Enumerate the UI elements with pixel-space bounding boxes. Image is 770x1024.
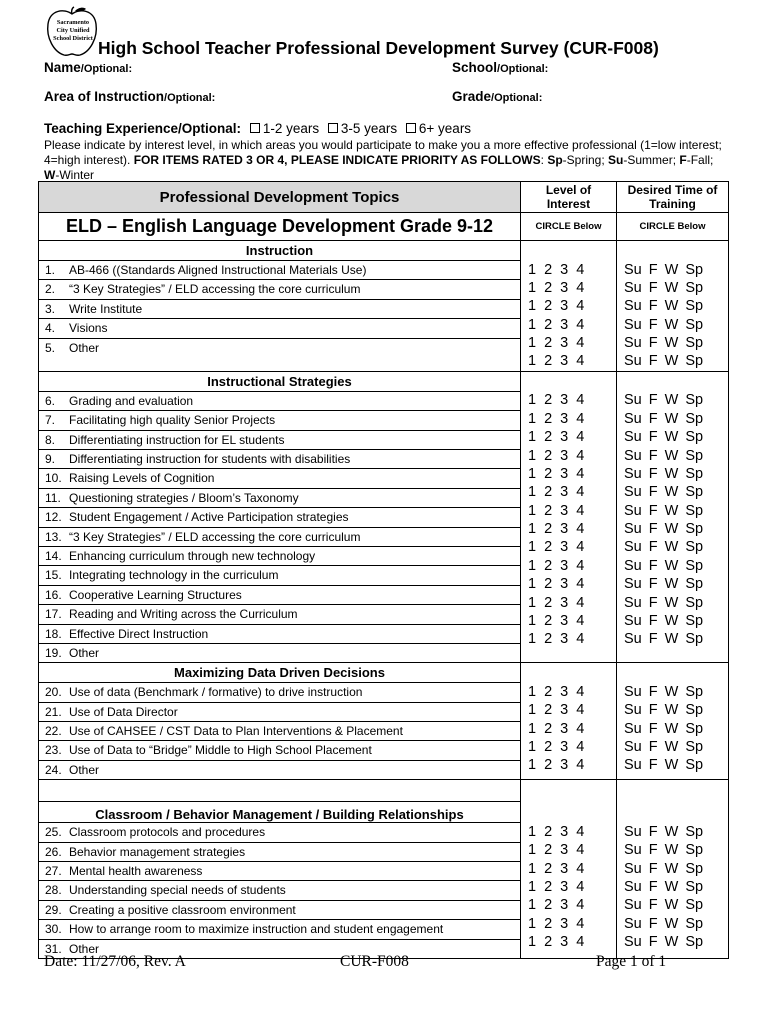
circle-below-time: CIRCLE Below xyxy=(617,213,729,241)
list-item xyxy=(39,507,520,526)
interest-scale[interactable]: 1 2 3 4 xyxy=(528,738,585,755)
list-item xyxy=(39,565,520,584)
item-number: 23. xyxy=(45,743,62,758)
item-number: 21. xyxy=(45,704,62,719)
list-item xyxy=(39,449,520,468)
name-label: Name xyxy=(44,60,81,75)
time-scale[interactable]: Su F W Sp xyxy=(624,502,704,519)
time-blank xyxy=(617,371,729,391)
time-scale[interactable]: Su F W Sp xyxy=(624,447,704,464)
logo-line-1: Sacramento xyxy=(56,19,90,26)
interest-scale[interactable]: 1 2 3 4 xyxy=(528,502,585,519)
item-number: 29. xyxy=(45,902,62,917)
subsection-header xyxy=(39,241,729,261)
item-number: 13. xyxy=(45,529,62,544)
list-item xyxy=(39,318,520,337)
column-header-interest xyxy=(521,182,617,213)
item-text: Differentiating instruction for EL students xyxy=(69,432,285,447)
instructions xyxy=(44,138,724,183)
interest-blank xyxy=(521,802,617,823)
item-text: Reading and Writing across the Curriculum xyxy=(69,607,298,622)
time-scale[interactable]: Su F W Sp xyxy=(624,738,704,755)
interest-scale[interactable]: 1 2 3 4 xyxy=(528,702,585,719)
list-item xyxy=(39,299,520,318)
interest-scale[interactable]: 1 2 3 4 xyxy=(528,335,585,352)
interest-scale[interactable]: 1 2 3 4 xyxy=(528,539,585,556)
item-text: Other xyxy=(69,941,100,956)
name-optional: /Optional: xyxy=(80,63,133,75)
footer-date: Date: 11/27/06, Rev. A xyxy=(44,953,186,970)
item-group xyxy=(39,823,729,959)
item-text: Facilitating high quality Senior Projects xyxy=(69,413,276,428)
item-number: 30. xyxy=(45,922,62,937)
interest-scale[interactable]: 1 2 3 4 xyxy=(528,897,585,914)
item-text: Cooperative Learning Structures xyxy=(69,587,242,602)
item-number: 5. xyxy=(45,340,56,355)
interest-scale[interactable]: 1 2 3 4 xyxy=(528,465,585,482)
time-scale[interactable]: Su F W Sp xyxy=(624,410,704,427)
name-field[interactable] xyxy=(44,60,132,75)
time-scale[interactable]: Su F W Sp xyxy=(624,335,704,352)
time-scale[interactable]: Su F W Sp xyxy=(624,594,704,611)
time-scale[interactable]: Su F W Sp xyxy=(624,934,704,951)
key-fall: F xyxy=(679,153,687,167)
item-number: 22. xyxy=(45,724,62,739)
subsection-title: Classroom / Behavior Management / Building Relationships xyxy=(39,802,521,823)
interest-scale[interactable]: 1 2 3 4 xyxy=(528,557,585,574)
experience-option-2: 3-5 years xyxy=(340,121,398,136)
footer-page-number: Page 1 of 1 xyxy=(596,953,667,970)
item-text: Creating a positive classroom environment xyxy=(69,902,296,917)
time-header-line-2: Training xyxy=(649,197,696,211)
interest-scale[interactable]: 1 2 3 4 xyxy=(528,521,585,538)
key-spring: Sp xyxy=(547,153,563,167)
item-text: Visions xyxy=(69,321,108,336)
grade-optional: /Optional: xyxy=(491,92,543,104)
interest-scale[interactable]: 1 2 3 4 xyxy=(528,934,585,951)
time-scale[interactable]: Su F W Sp xyxy=(624,702,704,719)
item-number: 4. xyxy=(45,321,56,336)
item-text: Student Engagement / Active Participation strategies xyxy=(69,510,349,525)
time-scale[interactable]: Su F W Sp xyxy=(624,823,704,840)
list-item xyxy=(39,527,520,546)
interest-scale[interactable]: 1 2 3 4 xyxy=(528,631,585,648)
time-scale[interactable]: Su F W Sp xyxy=(624,465,704,482)
interest-scale[interactable]: 1 2 3 4 xyxy=(528,860,585,877)
subsection-header xyxy=(39,663,729,683)
list-item xyxy=(39,823,520,841)
interest-scale[interactable]: 1 2 3 4 xyxy=(528,683,585,700)
school-optional: /Optional: xyxy=(497,63,549,75)
time-scale[interactable]: Su F W Sp xyxy=(624,279,704,296)
list-item xyxy=(39,604,520,623)
experience-checkbox-2[interactable] xyxy=(328,123,338,133)
list-item xyxy=(39,279,520,298)
item-number: 28. xyxy=(45,883,62,898)
instructions-priority: FOR ITEMS RATED 3 OR 4, PLEASE INDICATE PRIORITY AS FOLLOWS xyxy=(133,153,541,167)
time-cell xyxy=(617,683,729,780)
logo-line-3: School District xyxy=(53,35,93,42)
topic-cell xyxy=(39,823,521,959)
list-item xyxy=(39,392,520,410)
grade-field[interactable] xyxy=(452,89,542,104)
time-scale[interactable]: Su F W Sp xyxy=(624,353,704,370)
key-winter-text: -Winter xyxy=(55,168,94,182)
school-field[interactable] xyxy=(452,60,548,75)
item-text: Differentiating instruction for students with disabilities xyxy=(69,452,351,467)
item-text: “3 Key Strategies” / ELD accessing the core curriculum xyxy=(69,282,361,297)
experience-checkbox-3[interactable] xyxy=(406,123,416,133)
interest-scale[interactable]: 1 2 3 4 xyxy=(528,878,585,895)
column-header-topics: Professional Development Topics xyxy=(39,182,521,213)
spacer-cell xyxy=(39,780,521,802)
time-scale[interactable]: Su F W Sp xyxy=(624,631,704,648)
list-item xyxy=(39,338,520,357)
instructions-colon: : xyxy=(540,153,548,167)
time-scale[interactable]: Su F W Sp xyxy=(624,576,704,593)
list-item xyxy=(39,468,520,487)
column-header-time xyxy=(617,182,729,213)
interest-scale[interactable]: 1 2 3 4 xyxy=(528,915,585,932)
spacer-row xyxy=(39,780,729,802)
time-header-line-1: Desired Time of xyxy=(627,183,718,197)
item-text: Use of Data to “Bridge” Middle to High School Placement xyxy=(69,743,372,758)
interest-scale[interactable]: 1 2 3 4 xyxy=(528,613,585,630)
interest-header-line-1: Level of xyxy=(545,183,592,197)
list-item xyxy=(39,643,520,662)
time-blank xyxy=(617,663,729,683)
item-text: Other xyxy=(69,340,100,355)
list-item xyxy=(39,261,520,279)
interest-scale[interactable]: 1 2 3 4 xyxy=(528,757,585,774)
item-number: 14. xyxy=(45,548,62,563)
item-number: 12. xyxy=(45,510,62,525)
interest-cell xyxy=(521,683,617,780)
item-text: Effective Direct Instruction xyxy=(69,626,209,641)
subsection-title: Instructional Strategies xyxy=(39,371,521,391)
item-text: Raising Levels of Cognition xyxy=(69,471,215,486)
item-text: Mental health awareness xyxy=(69,864,203,879)
time-scale[interactable]: Su F W Sp xyxy=(624,521,704,538)
subsection-header xyxy=(39,371,729,391)
item-group xyxy=(39,391,729,662)
time-scale[interactable]: Su F W Sp xyxy=(624,860,704,877)
item-text: “3 Key Strategies” / ELD accessing the core curriculum xyxy=(69,529,361,544)
item-text: Integrating technology in the curriculum xyxy=(69,568,279,583)
item-number: 26. xyxy=(45,844,62,859)
key-summer-text: -Summer; xyxy=(623,153,680,167)
item-number: 31. xyxy=(45,941,62,956)
interest-cell xyxy=(521,823,617,959)
item-text: How to arrange room to maximize instruction and student engagement xyxy=(69,922,444,937)
experience-option-1: 1-2 years xyxy=(262,121,320,136)
time-cell xyxy=(617,391,729,662)
list-item xyxy=(39,740,520,759)
list-item xyxy=(39,683,520,701)
time-scale[interactable]: Su F W Sp xyxy=(624,842,704,859)
teaching-experience xyxy=(44,121,471,136)
interest-scale[interactable]: 1 2 3 4 xyxy=(528,429,585,446)
interest-blank xyxy=(521,371,617,391)
page-title: High School Teacher Professional Development Survey (CUR-F008) xyxy=(98,38,659,58)
item-group xyxy=(39,683,729,780)
item-number: 17. xyxy=(45,607,62,622)
list-item xyxy=(39,721,520,740)
circle-below-interest: CIRCLE Below xyxy=(521,213,617,241)
time-blank xyxy=(617,802,729,823)
item-number: 16. xyxy=(45,587,62,602)
item-text: Grading and evaluation xyxy=(69,393,194,408)
item-number: 3. xyxy=(45,301,56,316)
key-fall-text: -Fall; xyxy=(686,153,714,167)
time-scale[interactable]: Su F W Sp xyxy=(624,613,704,630)
topic-cell xyxy=(39,261,521,372)
time-scale[interactable]: Su F W Sp xyxy=(624,484,704,501)
list-item xyxy=(39,624,520,643)
list-item xyxy=(39,880,520,899)
time-scale[interactable]: Su F W Sp xyxy=(624,897,704,914)
interest-cell xyxy=(521,261,617,372)
interest-scale[interactable]: 1 2 3 4 xyxy=(528,823,585,840)
item-text: Other xyxy=(69,762,100,777)
interest-scale[interactable]: 1 2 3 4 xyxy=(528,353,585,370)
item-group xyxy=(39,261,729,372)
area-field[interactable] xyxy=(44,89,215,104)
key-summer: Su xyxy=(608,153,624,167)
interest-scale[interactable]: 1 2 3 4 xyxy=(528,298,585,315)
item-text: Understanding special needs of students xyxy=(69,883,286,898)
district-logo-apple-icon xyxy=(44,6,100,58)
item-number: 20. xyxy=(45,685,62,700)
time-cell xyxy=(617,261,729,372)
interest-blank xyxy=(521,241,617,261)
item-text: Behavior management strategies xyxy=(69,844,246,859)
time-cell xyxy=(617,823,729,959)
item-number: 6. xyxy=(45,393,56,408)
survey-table xyxy=(38,181,729,959)
list-item xyxy=(39,861,520,880)
subsection-header xyxy=(39,802,729,823)
time-scale[interactable]: Su F W Sp xyxy=(624,878,704,895)
item-text: Questioning strategies / Bloom’s Taxonomy xyxy=(69,490,299,505)
item-text: Classroom protocols and procedures xyxy=(69,825,266,840)
item-text: Use of Data Director xyxy=(69,704,178,719)
topic-cell xyxy=(39,391,521,662)
item-text: Write Institute xyxy=(69,301,143,316)
item-text: Other xyxy=(69,645,100,660)
time-scale[interactable]: Su F W Sp xyxy=(624,392,704,409)
interest-blank xyxy=(521,663,617,683)
item-number: 11. xyxy=(45,490,61,505)
footer-form-code: CUR-F008 xyxy=(340,953,409,970)
item-number: 10. xyxy=(45,471,62,486)
list-item xyxy=(39,410,520,429)
list-item xyxy=(39,919,520,938)
interest-scale[interactable]: 1 2 3 4 xyxy=(528,842,585,859)
interest-cell xyxy=(521,391,617,662)
interest-scale[interactable]: 1 2 3 4 xyxy=(528,392,585,409)
time-scale[interactable]: Su F W Sp xyxy=(624,429,704,446)
logo-line-2: City Unified xyxy=(56,27,90,34)
item-number: 24. xyxy=(45,762,62,777)
school-label: School xyxy=(452,60,498,75)
spacer-cell xyxy=(617,780,729,802)
list-item xyxy=(39,488,520,507)
grade-label: Grade xyxy=(452,89,492,104)
list-item xyxy=(39,546,520,565)
spacer-cell xyxy=(521,780,617,802)
interest-scale[interactable]: 1 2 3 4 xyxy=(528,261,585,278)
instructions-text: Please indicate by interest level, in which areas you would participate to make you a more effective professional (1=low interest; 4=high interest). xyxy=(44,138,722,167)
time-scale[interactable]: Su F W Sp xyxy=(624,915,704,932)
interest-header-line-2: Interest xyxy=(546,197,591,211)
item-number: 9. xyxy=(45,452,56,467)
item-number: 27. xyxy=(45,864,62,879)
item-number: 15. xyxy=(45,568,62,583)
topic-cell xyxy=(39,683,521,780)
interest-scale[interactable]: 1 2 3 4 xyxy=(528,484,585,501)
interest-scale[interactable]: 1 2 3 4 xyxy=(528,447,585,464)
time-scale[interactable]: Su F W Sp xyxy=(624,261,704,278)
interest-scale[interactable]: 1 2 3 4 xyxy=(528,594,585,611)
key-winter: W xyxy=(44,168,56,182)
item-number: 8. xyxy=(45,432,56,447)
interest-scale[interactable]: 1 2 3 4 xyxy=(528,316,585,333)
experience-option-3: 6+ years xyxy=(418,121,472,136)
time-blank xyxy=(617,241,729,261)
item-number: 1. xyxy=(45,263,56,277)
list-item xyxy=(39,585,520,604)
item-text: AB-466 ((Standards Aligned Instructional Materials Use) xyxy=(69,263,367,277)
item-number: 2. xyxy=(45,282,56,297)
item-number: 19. xyxy=(45,645,62,660)
subsection-title: Instruction xyxy=(39,241,521,261)
list-item xyxy=(39,760,520,779)
section-title: ELD – English Language Development Grade 9-12 xyxy=(39,213,521,241)
list-item xyxy=(39,900,520,919)
interest-scale[interactable]: 1 2 3 4 xyxy=(528,720,585,737)
time-scale[interactable]: Su F W Sp xyxy=(624,720,704,737)
time-scale[interactable]: Su F W Sp xyxy=(624,298,704,315)
area-label: Area of Instruction xyxy=(44,89,165,104)
item-number: 7. xyxy=(45,413,56,428)
time-scale[interactable]: Su F W Sp xyxy=(624,757,704,774)
experience-checkbox-1[interactable] xyxy=(250,123,260,133)
item-text: Enhancing curriculum through new technology xyxy=(69,548,316,563)
experience-label: Teaching Experience/Optional: xyxy=(44,121,242,136)
item-text: Use of CAHSEE / CST Data to Plan Interventions & Placement xyxy=(69,724,403,739)
subsection-title: Maximizing Data Driven Decisions xyxy=(39,663,521,683)
list-item xyxy=(39,702,520,721)
list-item xyxy=(39,842,520,861)
list-item xyxy=(39,430,520,449)
area-optional: /Optional: xyxy=(164,92,216,104)
interest-scale[interactable]: 1 2 3 4 xyxy=(528,576,585,593)
item-number: 25. xyxy=(45,825,62,840)
section-header xyxy=(39,213,729,241)
interest-scale[interactable]: 1 2 3 4 xyxy=(528,410,585,427)
interest-scale[interactable]: 1 2 3 4 xyxy=(528,279,585,296)
time-scale[interactable]: Su F W Sp xyxy=(624,683,704,700)
time-scale[interactable]: Su F W Sp xyxy=(624,539,704,556)
key-spring-text: -Spring; xyxy=(562,153,609,167)
item-number: 18. xyxy=(45,626,62,641)
table-header xyxy=(39,182,729,213)
item-text: Use of data (Benchmark / formative) to drive instruction xyxy=(69,685,363,700)
time-scale[interactable]: Su F W Sp xyxy=(624,316,704,333)
time-scale[interactable]: Su F W Sp xyxy=(624,557,704,574)
